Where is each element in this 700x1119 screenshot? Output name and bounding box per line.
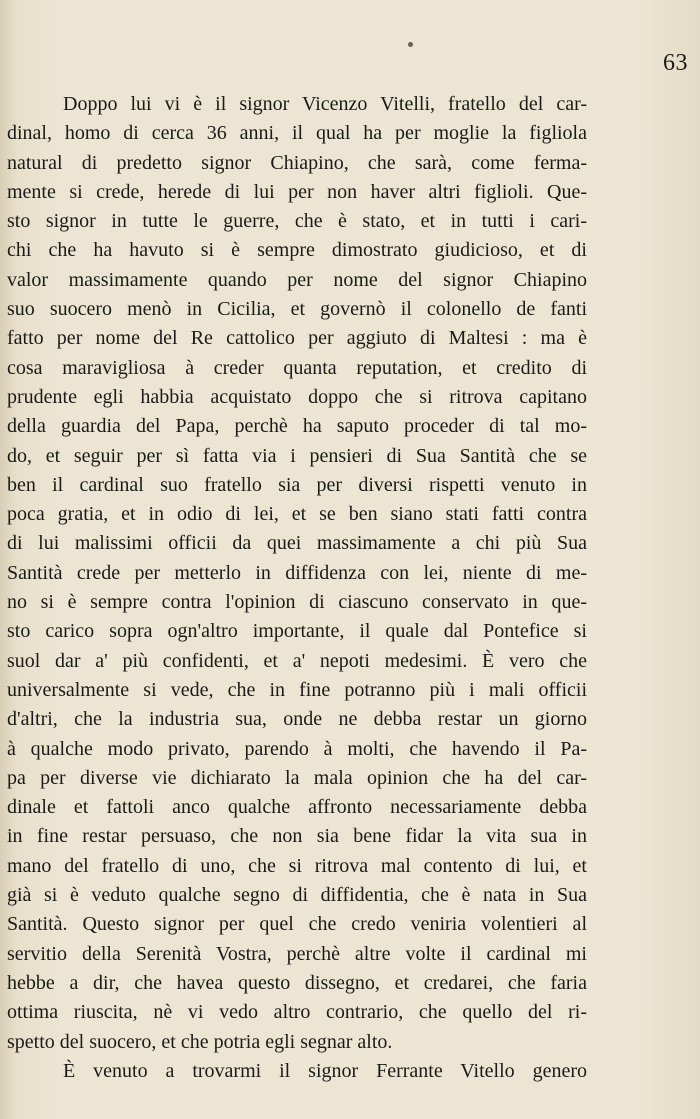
- text-line: universalmente si vede, che in fine potranno più i mali officii: [7, 678, 587, 701]
- text-line: Santità crede per metterlo in diffidenza con lei, niente di me-: [7, 561, 587, 584]
- paragraph: [7, 1057, 587, 1086]
- text-line: do, et seguir per sì fatta via i pensieri di Sua Santità che se: [7, 444, 587, 467]
- text-line: d'altri, che la industria sua, onde ne debba restar un giorno: [7, 708, 587, 731]
- paragraph: [7, 90, 587, 1057]
- text-line: natural di predetto signor Chiapino, che sarà, come ferma-: [7, 151, 587, 174]
- text-line: chi che ha havuto si è sempre dimostrato giudicioso, et di: [7, 239, 587, 262]
- text-line: cosa maravigliosa à creder quanta reputation, et credito di: [7, 356, 587, 379]
- text-line: della guardia del Papa, perchè ha saputo proceder di tal mo-: [7, 415, 587, 438]
- text-line: dinal, homo di cerca 36 anni, il qual ha per moglie la figliola: [7, 122, 587, 145]
- page-number: 63: [663, 50, 688, 76]
- text-line: poca gratia, et in odio di lei, et se ben siano stati fatti contra: [7, 503, 587, 526]
- body-text: [7, 90, 587, 1086]
- text-line: mente si crede, herede di lui per non haver altri figlioli. Que-: [7, 180, 587, 203]
- text-line: spetto del suocero, et che potria egli segnar alto.: [7, 1030, 393, 1053]
- text-line: Doppo lui vi è il signor Vicenzo Vitelli, fratello del car-: [63, 93, 587, 115]
- text-line: mano del fratello di uno, che si ritrova mal contento di lui, et: [7, 854, 587, 877]
- text-line: ottima riuscita, nè vi vedo altro contrario, che quello del ri-: [7, 1001, 587, 1024]
- text-line: È venuto a trovarmi il signor Ferrante Vitello genero: [63, 1059, 587, 1082]
- text-line: fatto per nome del Re cattolico per aggiuto di Maltesi : ma è: [7, 327, 587, 350]
- text-line: valor massimamente quando per nome del signor Chiapino: [7, 268, 587, 291]
- text-line: hebbe a dir, che havea questo dissegno, et credarei, che faria: [7, 971, 587, 994]
- text-line: prudente egli habbia acquistato doppo che si ritrova capitano: [7, 385, 587, 408]
- text-line: ben il cardinal suo fratello sia per diversi rispetti venuto in: [7, 473, 587, 496]
- text-line: no si è sempre contra l'opinion di ciascuno conservato in que-: [7, 591, 587, 614]
- text-line: sto carico sopra ogn'altro importante, il quale dal Pontefice si: [7, 620, 587, 643]
- text-line: in fine restar persuaso, che non sia bene fidar la vita sua in: [7, 825, 587, 848]
- text-line: di lui malissimi officii da quei massimamente a chi più Sua: [7, 532, 587, 555]
- text-line: Santità. Questo signor per quel che credo veniria volentieri al: [7, 913, 587, 936]
- text-line: sto signor in tutte le guerre, che è stato, et in tutti i cari-: [7, 210, 587, 233]
- text-line: suo suocero menò in Cicilia, et governò il colonello de fanti: [7, 298, 587, 321]
- text-line: già si è veduto qualche segno di diffidentia, che è nata in Sua: [7, 884, 587, 907]
- ink-spot: [408, 42, 413, 47]
- text-line: servitio della Serenità Vostra, perchè altre volte il cardinal mi: [7, 942, 587, 965]
- text-line: à qualche modo privato, parendo à molti, che havendo il Pa-: [7, 737, 587, 760]
- text-line: dinale et fattoli anco qualche affronto necessariamente debba: [7, 796, 587, 819]
- text-line: suol dar a' più confidenti, et a' nepoti medesimi. È vero che: [7, 649, 587, 672]
- text-line: pa per diverse vie dichiarato la mala opinion che ha del car-: [7, 766, 587, 789]
